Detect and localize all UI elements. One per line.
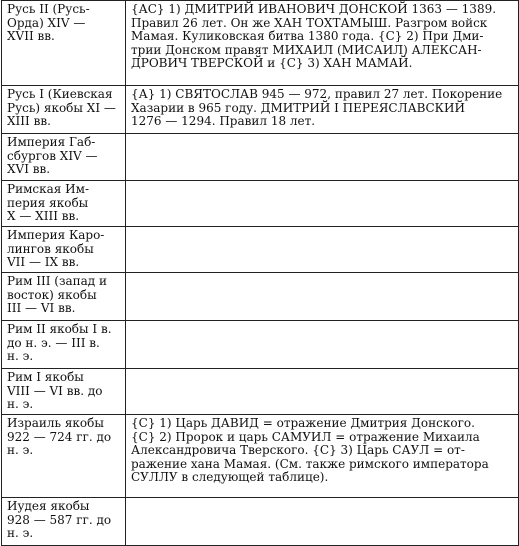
chronology-table [1, 0, 519, 546]
events-cell [126, 134, 519, 181]
events-cell: {С} 1) Царь ДАВИД = отражение Дмитрия Донского. {С} 2) Пророк и царь САМУИЛ = отражение Михаила Александровича Тверского. {С} 3) Царь САУЛ = от- ражение хана Мамая. (См. также римского императора СУЛЛУ в следующей таблице). [126, 415, 519, 498]
period-cell: Израиль якобы 922 — 724 гг. до н. э. [2, 415, 126, 498]
table-row [2, 181, 519, 227]
period-cell: Русь I (Киевская Русь) якобы XI — XIII вв. [2, 86, 126, 134]
table-row [2, 415, 519, 498]
events-cell: {А} 1) СВЯТОСЛАВ 945 — 972, правил 27 лет. Покорение Хазарии в 965 году. ДМИТРИЙ I ПЕРЕЯСЛАВСКИЙ 1276 — 1294. Правил 18 лет. [126, 86, 519, 134]
events-cell [126, 227, 519, 273]
events-cell [126, 321, 519, 369]
events-cell [126, 181, 519, 227]
period-cell: Иудея якобы 928 — 587 гг. до н. э. [2, 498, 126, 546]
table-row [2, 134, 519, 181]
period-cell: Империя Габ- сбургов XIV — XVI вв. [2, 134, 126, 181]
table-row [2, 86, 519, 134]
period-cell: Русь II (Русь- Орда) XIV — XVII вв. [2, 1, 126, 86]
period-cell: Римская Им- перия якобы X — XIII вв. [2, 181, 126, 227]
period-cell: Рим III (запад и восток) якобы III — VI вв. [2, 273, 126, 321]
events-cell: {АС} 1) ДМИТРИЙ ИВАНОВИЧ ДОНСКОЙ 1363 — 1389. Правил 26 лет. Он же ХАН ТОХТАМЫШ. Разгром войск Мамая. Куликовская битва 1380 года. {С} 2) При Дми- трии Донском правят МИХАИЛ (МИСАИЛ) АЛЕКСАН- ДРОВИЧ ТВЕРСКОЙ и {С} 3) ХАН МАМАЙ. [126, 1, 519, 86]
events-cell [126, 498, 519, 546]
table-row [2, 227, 519, 273]
period-cell: Империя Каро- лингов якобы VII — IX вв. [2, 227, 126, 273]
period-cell: Рим II якобы I в. до н. э. — III в. н. э. [2, 321, 126, 369]
events-cell [126, 273, 519, 321]
table-row [2, 498, 519, 546]
period-cell: Рим I якобы VIII — VI вв. до н. э. [2, 369, 126, 415]
table-row [2, 369, 519, 415]
events-cell [126, 369, 519, 415]
table-row [2, 273, 519, 321]
table-row [2, 321, 519, 369]
table-row [2, 1, 519, 86]
